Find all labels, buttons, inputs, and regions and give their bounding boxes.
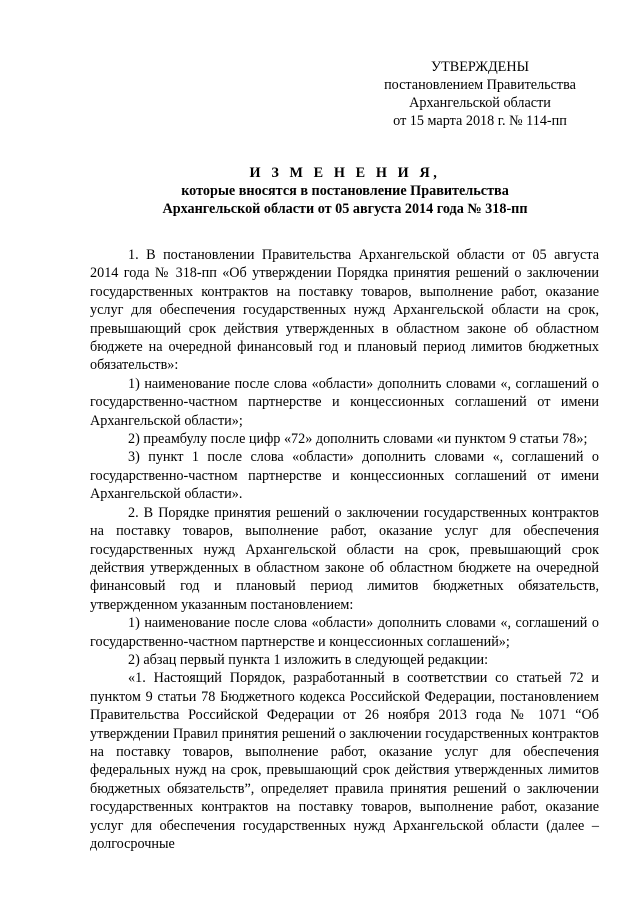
title-line-2: которые вносятся в постановление Правительства: [181, 183, 509, 199]
paragraph-6: 1) наименование после слова «области» дополнить словами «, соглашений о государственно-частном партнерстве и концессионных соглашений»;: [90, 615, 599, 650]
document-title: [90, 164, 600, 218]
paragraph-5: 2. В Порядке принятия решений о заключении государственных контрактов на поставку товаров, выполнение работ, оказание услуг для обеспечения государственных нужд Архангельской области на срок, превышающий срок действия утвержденных в областном законе об областном бюджете на очередной финансовый год и плановый период лимитов бюджетных обязательств, утвержденном указанным постановлением:: [90, 504, 599, 613]
paragraph-8: «1. Настоящий Порядок, разработанный в соответствии со статьей 72 и пунктом 9 статьи 78 Бюджетного кодекса Российской Федерации, постановлением Правительства Российской Федерации от 26 ноября 2013 года № 1071 “Об утверждении Правил принятия решений о заключении государственных контрактов на поставку товаров, выполнение работ, оказание услуг для обеспечения федеральных нужд на срок, превышающий срок действия утвержденных лимитов бюджетных обязательств”, определяет правила принятия решений о заключении государственных контрактов на поставку товаров, выполнение работ, оказание услуг для обеспечения государственных нужд Архангельской области (далее – долгосрочные: [90, 670, 599, 852]
document-body: [90, 246, 599, 853]
paragraph-3: 2) преамбулу после цифр «72» дополнить словами «и пунктом 9 статьи 78»;: [128, 431, 588, 448]
paragraph-7: 2) абзац первый пункта 1 изложить в следующей редакции:: [128, 651, 489, 668]
title-heading: И З М Е Н Е Н И Я,: [249, 165, 441, 181]
paragraph-1: 1. В постановлении Правительства Архангельской области от 05 августа 2014 года № 318-пп «Об утверждении Порядка принятия решений о заключении государственных контрактов на поставку товаров, выполнение работ, оказание услуг для обеспечения государственных нужд Архангельской области на срок, превышающий срок действия утвержденных в областном законе об областном бюджете на очередной финансовый год и плановый период лимитов бюджетных обязательств»:: [90, 247, 599, 374]
approval-stamp: [380, 58, 580, 130]
paragraph-2: 1) наименование после слова «области» дополнить словами «, соглашений о государственно-частном партнерстве и концессионных соглашений от имени Архангельской области»;: [90, 375, 599, 429]
paragraph-4: 3) пункт 1 после слова «области» дополнить словами «, соглашений о государственно-частном партнерстве и концессионных соглашений от имени Архангельской области».: [90, 449, 599, 503]
title-line-3: Архангельской области от 05 августа 2014 года № 318-пп: [162, 201, 528, 217]
approval-line-1: УТВЕРЖДЕНЫ: [431, 59, 529, 75]
approval-line-3: Архангельской области: [409, 95, 551, 111]
approval-line-4: от 15 марта 2018 г. № 114-пп: [393, 113, 567, 129]
approval-line-2: постановлением Правительства: [384, 77, 576, 93]
